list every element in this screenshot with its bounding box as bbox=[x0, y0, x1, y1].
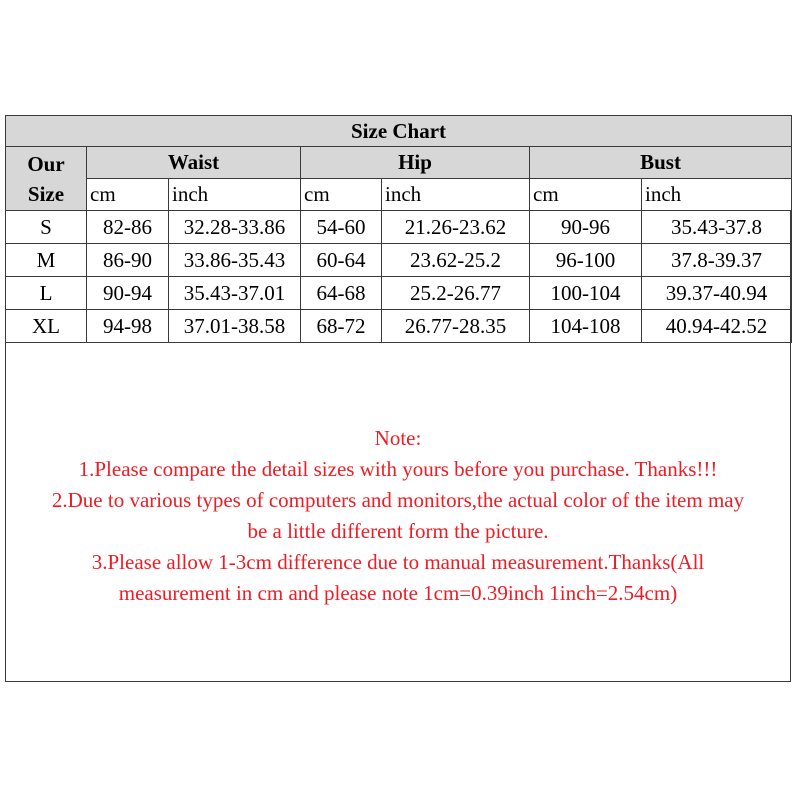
bust-inch-cell: 39.37-40.94 bbox=[642, 277, 792, 310]
bust-inch-unit: inch bbox=[642, 179, 792, 211]
our-size-header bbox=[6, 147, 87, 211]
bust-cm-cell: 104-108 bbox=[530, 310, 642, 343]
hip-inch-cell: 26.77-28.35 bbox=[382, 310, 530, 343]
our-size-label-line2: Size bbox=[27, 181, 65, 206]
waist-cm-unit: cm bbox=[87, 179, 169, 211]
hip-header: Hip bbox=[301, 147, 530, 179]
group-header-row bbox=[6, 147, 792, 179]
hip-inch-unit: inch bbox=[382, 179, 530, 211]
size-cell: L bbox=[6, 277, 87, 310]
waist-inch-cell: 32.28-33.86 bbox=[169, 211, 301, 244]
bust-inch-cell: 35.43-37.8 bbox=[642, 211, 792, 244]
hip-inch-cell: 23.62-25.2 bbox=[382, 244, 530, 277]
hip-cm-cell: 68-72 bbox=[301, 310, 382, 343]
chart-title: Size Chart bbox=[6, 116, 792, 147]
note-line: 3.Please allow 1-3cm difference due to manual measurement.Thanks(All bbox=[91, 550, 705, 574]
table-row bbox=[6, 310, 792, 343]
our-size-label-line1: Our bbox=[27, 151, 65, 176]
unit-header-row bbox=[6, 179, 792, 211]
title-row bbox=[6, 116, 792, 147]
size-cell: S bbox=[6, 211, 87, 244]
waist-cm-cell: 82-86 bbox=[87, 211, 169, 244]
bust-cm-cell: 90-96 bbox=[530, 211, 642, 244]
table-row bbox=[6, 244, 792, 277]
hip-inch-cell: 21.26-23.62 bbox=[382, 211, 530, 244]
size-cell: M bbox=[6, 244, 87, 277]
waist-cm-cell: 86-90 bbox=[87, 244, 169, 277]
bust-inch-cell: 40.94-42.52 bbox=[642, 310, 792, 343]
bust-header: Bust bbox=[530, 147, 792, 179]
table-row bbox=[6, 277, 792, 310]
hip-cm-cell: 60-64 bbox=[301, 244, 382, 277]
bust-cm-cell: 100-104 bbox=[530, 277, 642, 310]
waist-header: Waist bbox=[87, 147, 301, 179]
note-line: 1.Please compare the detail sizes with yours before you purchase. Thanks!!! bbox=[78, 457, 718, 481]
hip-cm-unit: cm bbox=[301, 179, 382, 211]
note-heading: Note: bbox=[374, 426, 422, 450]
table-row bbox=[6, 211, 792, 244]
size-chart-table bbox=[5, 115, 792, 343]
bust-cm-cell: 96-100 bbox=[530, 244, 642, 277]
note-line: 2.Due to various types of computers and monitors,the actual color of the item may bbox=[51, 488, 745, 512]
waist-cm-cell: 94-98 bbox=[87, 310, 169, 343]
hip-cm-cell: 64-68 bbox=[301, 277, 382, 310]
waist-inch-cell: 37.01-38.58 bbox=[169, 310, 301, 343]
waist-inch-unit: inch bbox=[169, 179, 301, 211]
note-line: measurement in cm and please note 1cm=0.39inch 1inch=2.54cm) bbox=[118, 581, 678, 605]
bust-inch-cell: 37.8-39.37 bbox=[642, 244, 792, 277]
notes-block bbox=[5, 423, 791, 609]
waist-inch-cell: 33.86-35.43 bbox=[169, 244, 301, 277]
bust-cm-unit: cm bbox=[530, 179, 642, 211]
note-line: be a little different form the picture. bbox=[247, 519, 549, 543]
hip-inch-cell: 25.2-26.77 bbox=[382, 277, 530, 310]
hip-cm-cell: 54-60 bbox=[301, 211, 382, 244]
waist-inch-cell: 35.43-37.01 bbox=[169, 277, 301, 310]
size-cell: XL bbox=[6, 310, 87, 343]
waist-cm-cell: 90-94 bbox=[87, 277, 169, 310]
